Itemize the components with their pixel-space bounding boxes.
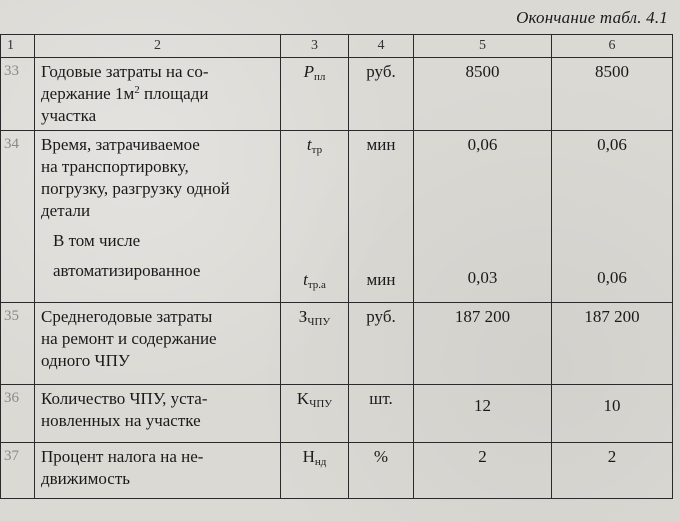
- header-cell-3: 3: [281, 35, 349, 58]
- row-name-line: новленных на участке: [41, 411, 201, 430]
- row-unit: руб.: [349, 303, 414, 385]
- unit-text: мин: [366, 135, 396, 154]
- row-symbol: [281, 303, 349, 385]
- row-symbol: [281, 58, 349, 131]
- row-name: [35, 385, 281, 443]
- symbol-subscript: тр: [311, 144, 323, 156]
- row-number: 37: [1, 443, 35, 499]
- row-value-5: 12: [414, 385, 552, 443]
- row-name-line: участка: [41, 106, 97, 125]
- symbol-subscript: ЧПУ: [309, 398, 333, 410]
- row-name: [35, 443, 281, 499]
- row-name: [35, 303, 281, 385]
- symbol-subscript: тр.а: [307, 279, 326, 291]
- superscript: 2: [134, 84, 140, 96]
- subrow-value-6: 0,06: [597, 268, 627, 287]
- table-row: [1, 303, 673, 385]
- header-cell-1: 1: [1, 35, 35, 58]
- table-row: [1, 131, 673, 303]
- row-name-line: одного ЧПУ: [41, 351, 130, 370]
- row-name-part: площади: [139, 84, 209, 103]
- value-text: 0,06: [467, 135, 498, 154]
- table-header-row: [1, 35, 673, 58]
- header-cell-5: 5: [414, 35, 552, 58]
- subrow-value-5: 0,03: [467, 268, 498, 287]
- value-text: 0,06: [597, 135, 627, 154]
- symbol-main: t: [306, 135, 312, 154]
- row-name-line: движимость: [41, 469, 131, 488]
- symbol-main: K: [296, 389, 310, 408]
- symbol-subscript: пл: [314, 71, 326, 83]
- row-unit: руб.: [349, 58, 414, 131]
- row-name-line: Среднегодовые затраты: [41, 307, 213, 326]
- row-name: [35, 58, 281, 131]
- row-value-6: 8500: [552, 58, 673, 131]
- row-number: 34: [1, 131, 35, 303]
- row-name-line: Время, затрачиваемое: [41, 135, 200, 154]
- subrow-unit: мин: [366, 270, 396, 289]
- row-unit: [349, 131, 414, 303]
- row-value-5: 2: [414, 443, 552, 499]
- row-symbol: [281, 131, 349, 303]
- row-unit: шт.: [349, 385, 414, 443]
- row-value-6: 2: [552, 443, 673, 499]
- row-name-line: Количество ЧПУ, уста-: [41, 389, 208, 408]
- row-value-5: [414, 131, 552, 303]
- symbol-subscript: нд: [314, 456, 327, 468]
- header-cell-6: 6: [552, 35, 673, 58]
- row-value-6: 10: [552, 385, 673, 443]
- row-symbol: [281, 443, 349, 499]
- row-name: [35, 131, 281, 303]
- row-value-6: 187 200: [552, 303, 673, 385]
- row-symbol: [281, 385, 349, 443]
- table-row: [1, 385, 673, 443]
- row-name-line: [41, 83, 276, 105]
- row-unit: %: [349, 443, 414, 499]
- symbol-main: t: [303, 270, 308, 289]
- subrow-intro: В том числе: [53, 231, 141, 250]
- subrow-name: автоматизированное: [53, 261, 201, 280]
- symbol-main: З: [298, 307, 308, 326]
- table-caption: Окончание табл. 4.1: [516, 8, 668, 27]
- row-number: 36: [1, 385, 35, 443]
- header-cell-2: 2: [35, 35, 281, 58]
- row-value-6: [552, 131, 673, 303]
- row-name-line: на транспортировку,: [41, 157, 189, 176]
- header-cell-4: 4: [349, 35, 414, 58]
- row-name-line: Годовые затраты на со-: [41, 62, 209, 81]
- symbol-main: P: [303, 62, 314, 81]
- row-name-line: погрузку, разгрузку одной: [41, 179, 230, 198]
- row-name-part: держание 1м: [41, 84, 135, 103]
- table-row: [1, 443, 673, 499]
- data-table: [0, 34, 673, 499]
- subrow-symbol: [281, 269, 348, 291]
- symbol-main: Н: [302, 447, 315, 466]
- symbol-subscript: ЧПУ: [307, 316, 331, 328]
- row-name-line: Процент налога на не-: [41, 447, 204, 466]
- table-row: [1, 58, 673, 131]
- row-number: 33: [1, 58, 35, 131]
- row-name-line: детали: [41, 201, 91, 220]
- row-value-5: 8500: [414, 58, 552, 131]
- row-value-5: 187 200: [414, 303, 552, 385]
- row-number: 35: [1, 303, 35, 385]
- row-name-line: на ремонт и содержание: [41, 329, 217, 348]
